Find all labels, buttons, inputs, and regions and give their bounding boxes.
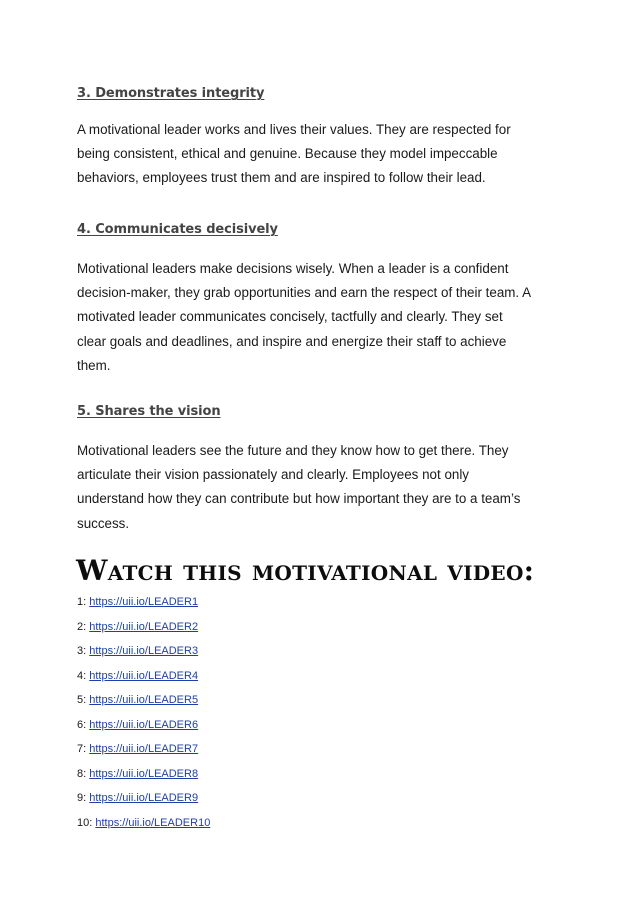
paragraph-line: them. xyxy=(77,357,111,373)
section-paragraph-communicates xyxy=(77,257,531,378)
link-number: 2: xyxy=(77,620,87,633)
video-link[interactable]: https://uii.io/LEADER3 xyxy=(89,645,199,657)
paragraph-line: articulate their vision passionately and clearly. Employees not only xyxy=(77,467,470,483)
paragraph-line: Motivational leaders make decisions wisely. When a leader is a confident xyxy=(77,261,509,276)
video-link[interactable]: https://uii.io/LEADER8 xyxy=(89,767,199,780)
list-item xyxy=(77,786,210,811)
link-number: 8: xyxy=(77,767,87,780)
link-number: 10: xyxy=(77,816,93,829)
section-paragraph-integrity xyxy=(77,118,511,191)
link-number: 1: xyxy=(77,596,87,608)
paragraph-line: motivated leader communicates concisely, tactfully and clearly. They set xyxy=(77,309,503,325)
video-link[interactable]: https://uii.io/LEADER6 xyxy=(89,718,199,731)
video-link[interactable]: https://uii.io/LEADER4 xyxy=(89,669,199,682)
video-link-list xyxy=(77,590,210,835)
video-link[interactable]: https://uii.io/LEADER9 xyxy=(89,792,199,804)
paragraph-line: being consistent, ethical and genuine. Because they model impeccable xyxy=(77,146,498,162)
video-link[interactable]: https://uii.io/LEADER7 xyxy=(89,743,199,755)
list-item xyxy=(77,590,210,615)
paragraph-line: understand how they can contribute but how important they are to a team’s xyxy=(77,491,521,507)
paragraph-line: decision-maker, they grab opportunities and earn the respect of their team. A xyxy=(77,285,532,301)
paragraph-line: A motivational leader works and lives their values. They are respected for xyxy=(77,122,511,137)
paragraph-line: behaviors, employees trust them and are inspired to follow their lead. xyxy=(77,170,486,186)
link-number: 4: xyxy=(77,669,87,682)
section-heading-integrity: 3. Demonstrates integrity xyxy=(77,86,265,101)
section-heading-communicates: 4. Communicates decisively xyxy=(77,222,278,237)
section-paragraph-vision xyxy=(77,439,520,536)
paragraph-line: clear goals and deadlines, and inspire and energize their staff to achieve xyxy=(77,333,507,349)
link-number: 9: xyxy=(77,792,87,804)
link-number: 3: xyxy=(77,645,87,657)
video-link[interactable]: https://uii.io/LEADER10 xyxy=(95,816,211,829)
list-item xyxy=(77,762,210,787)
video-section-title: Watch this motivational video: xyxy=(76,554,535,587)
list-item xyxy=(77,688,210,713)
list-item xyxy=(77,737,210,762)
link-number: 5: xyxy=(77,694,87,706)
list-item xyxy=(77,664,210,689)
paragraph-line: success. xyxy=(77,515,130,531)
paragraph-line: Motivational leaders see the future and they know how to get there. They xyxy=(77,443,509,458)
list-item xyxy=(77,615,210,640)
list-item xyxy=(77,713,210,738)
link-number: 7: xyxy=(77,743,87,755)
link-number: 6: xyxy=(77,718,87,731)
video-link[interactable]: https://uii.io/LEADER2 xyxy=(89,620,199,633)
section-heading-vision: 5. Shares the vision xyxy=(77,404,221,419)
list-item xyxy=(77,811,210,836)
list-item xyxy=(77,639,210,664)
video-link[interactable]: https://uii.io/LEADER1 xyxy=(89,596,199,608)
video-link[interactable]: https://uii.io/LEADER5 xyxy=(89,694,199,706)
